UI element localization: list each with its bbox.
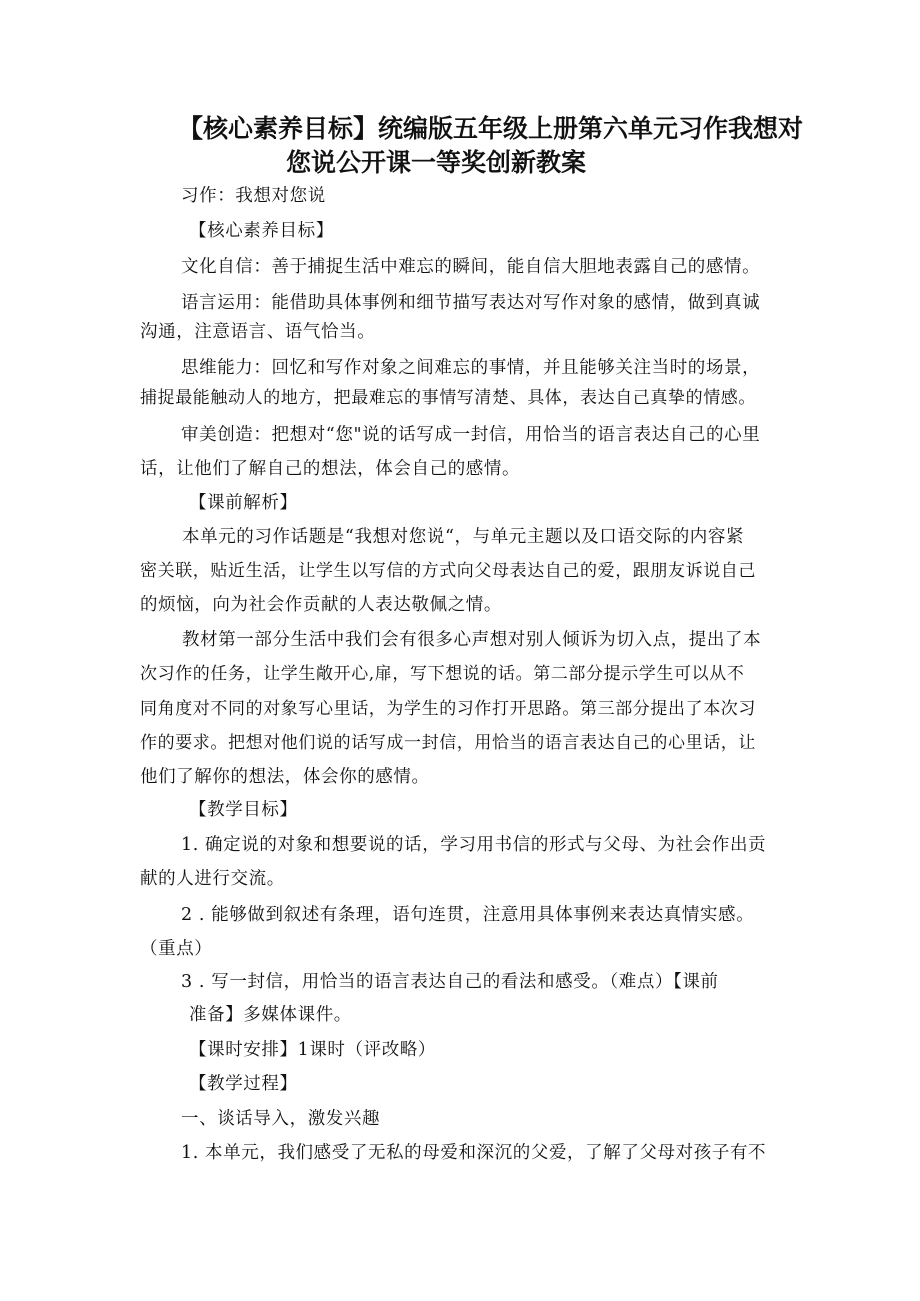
goal-item-1-cont: 献的人进行交流。 (140, 869, 285, 889)
paragraph-line: 教材第一部分生活中我们会有很多心声想对别人倾诉为切入点，提出了本 (182, 630, 762, 650)
paragraph-line: 作的要求。把想对他们说的话写成一封信，用恰当的语言表达自己的心里话，让 (140, 733, 756, 753)
paragraph-line: 捕捉最能触动人的地方，把最难忘的事情写清楚、具体，表达自己真挚的情感。 (140, 388, 756, 408)
paragraph-line: 思维能力：回忆和写作对象之间难忘的事情，并且能够关注当时的场景， (181, 358, 761, 378)
title-line-1: 【核心素养目标】统编版五年级上册第六单元习作我想对 (178, 114, 804, 143)
goal-item-2-cont: （重点） (140, 939, 213, 959)
paragraph-line: 的烦恼，向为社会作贡献的人表达敬佩之情。 (140, 595, 502, 615)
paragraph-line: 沟通，注意语言、语气恰当。 (140, 322, 376, 342)
paragraph-line: 本单元的习作话题是“我想对您说“，与单元主题以及口语交际的内容紧 (182, 527, 745, 547)
paragraph-line: 话，让他们了解自己的想法，体会自己的感情。 (140, 459, 521, 479)
goal-item-3: 3 . 写一封信，用恰当的语言表达自己的看法和感受。（难点）【课前 (181, 972, 719, 992)
paragraph-line: 语言运用：能借助具体事例和细节描写表达对写作对象的感情，做到真诚 (181, 293, 761, 313)
process-step-1: 1. 本单元，我们感受了无私的母爱和深沉的父爱，了解了父母对孩子有不 (181, 1143, 767, 1163)
class-schedule-line: 【课时安排】1课时（评改略） (189, 1040, 437, 1060)
subject-line: 习作：我想对您说 (181, 186, 326, 206)
title-line-2: 您说公开课一等奖创新教案 (286, 148, 587, 177)
section-heading-process: 【教学过程】 (189, 1074, 298, 1094)
paragraph-line: 次习作的任务，让学生敞开心,扉，写下想说的话。第二部分提示学生可以从不 (140, 664, 745, 684)
paragraph-line: 文化自信：善于捕捉生活中难忘的瞬间，能自信大胆地表露自己的感情。 (181, 257, 761, 277)
paragraph-line: 审美创造：把想对“您"说的话写成一封信，用恰当的语言表达自己的心里 (181, 425, 761, 445)
paragraph-line: 他们了解你的想法，体会你的感情。 (140, 767, 430, 787)
section-heading-core-goals: 【核心素养目标】 (189, 221, 334, 241)
section-heading-teaching-goals: 【教学目标】 (189, 800, 298, 820)
document-title (178, 112, 804, 180)
section-heading-pre-class: 【课前解析】 (189, 493, 298, 513)
goal-item-3-cont: 准备】多媒体课件。 (189, 1005, 352, 1025)
goal-item-1: 1. 确定说的对象和想要说的话，学习用书信的形式与父母、为社会作出贡 (181, 835, 767, 855)
paragraph-line: 密关联，贴近生活，让学生以写信的方式向父母表达自己的爱，跟朋友诉说自己 (140, 561, 756, 581)
process-step-heading: 一、谈话导入，激发兴趣 (181, 1109, 381, 1129)
goal-item-2: 2 . 能够做到叙述有条理，语句连贯，注意用具体事例来表达真情实感。 (181, 905, 755, 925)
paragraph-line: 同角度对不同的对象写心里话，为学生的习作打开思路。第三部分提出了本次习 (140, 699, 756, 719)
